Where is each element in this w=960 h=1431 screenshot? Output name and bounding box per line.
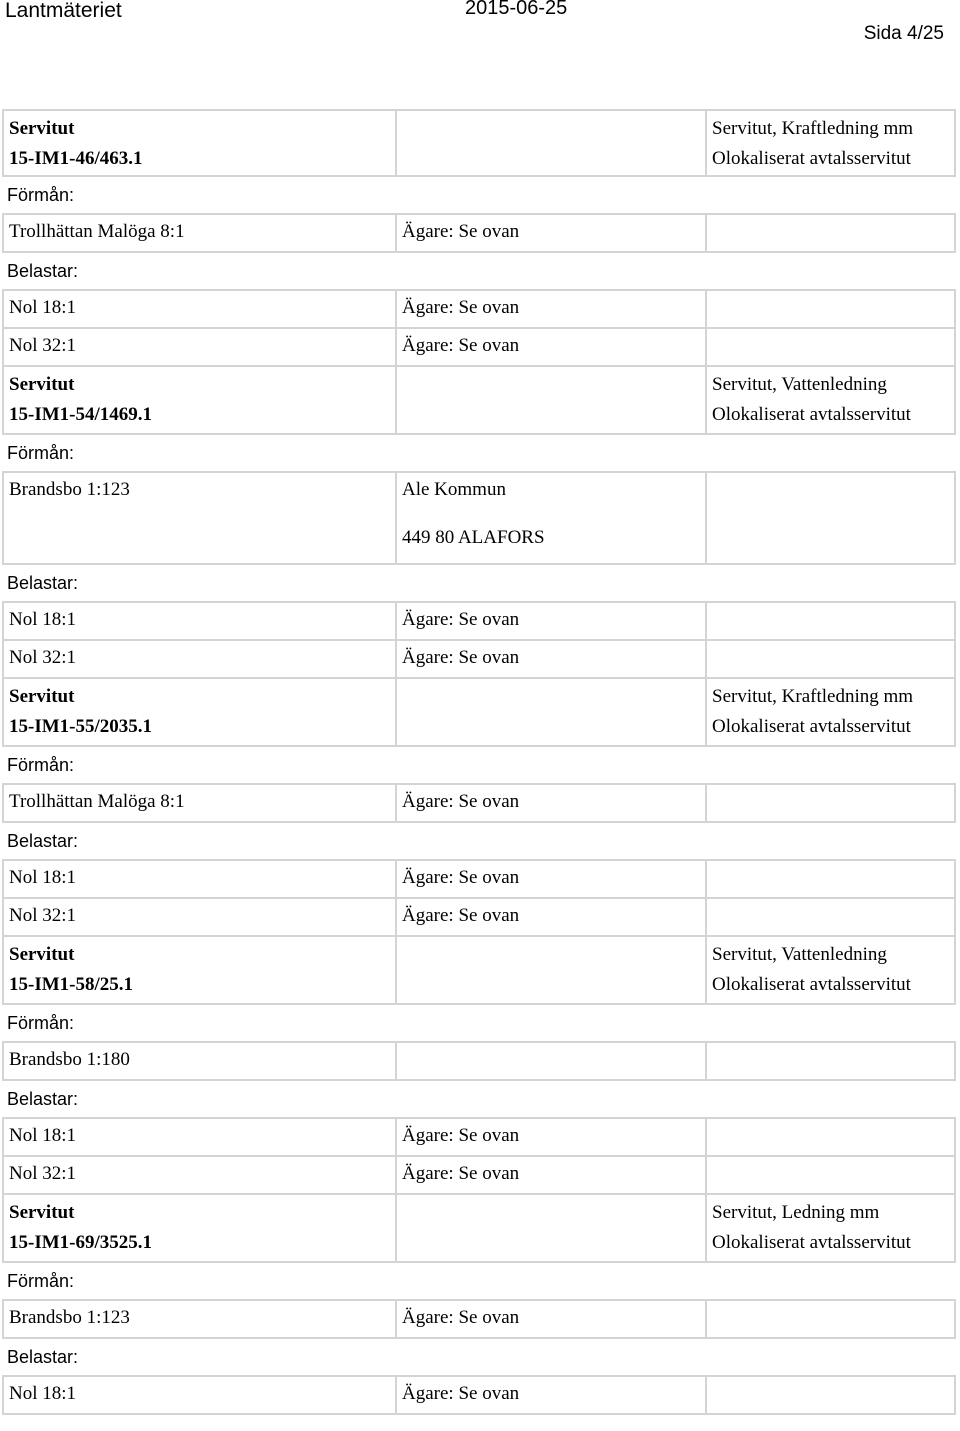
burdened-label-row-text: Belastar: xyxy=(7,831,79,851)
type-cell xyxy=(705,861,956,897)
servitude-kind: Olokaliserat avtalsservitut xyxy=(712,404,911,425)
servitude-kind: Olokaliserat avtalsservitut xyxy=(712,1232,911,1253)
owner-text: Ägare: Se ovan xyxy=(402,221,520,242)
owner-address: 449 80 ALAFORS xyxy=(402,527,545,548)
benefit-label-row xyxy=(2,1263,956,1301)
servitude-heading: Servitut xyxy=(9,374,75,395)
property-cell xyxy=(2,679,393,745)
burdened-row xyxy=(2,899,956,937)
owner-text: Ägare: Se ovan xyxy=(402,1163,520,1184)
property-name: Brandsbo 1:123 xyxy=(9,479,130,500)
burdened-label-row xyxy=(2,253,956,291)
owner-cell xyxy=(395,111,703,175)
burdened-row xyxy=(2,641,956,679)
burdened-row xyxy=(2,291,956,329)
benefit-label-row-text: Förmån: xyxy=(7,1013,75,1033)
owner-text: Ägare: Se ovan xyxy=(402,905,520,926)
servitude-id: 15-IM1-54/1469.1 xyxy=(9,404,153,425)
owner-text: Ägare: Se ovan xyxy=(402,1307,520,1328)
benefit-label-row xyxy=(2,1005,956,1043)
owner-cell xyxy=(395,329,703,365)
benefit-label-row-text: Förmån: xyxy=(7,1271,75,1291)
servitude-title-row xyxy=(2,937,956,1005)
report-date: 2015-06-25 xyxy=(465,0,568,19)
owner-text: Ägare: Se ovan xyxy=(402,335,520,356)
type-cell xyxy=(705,1301,956,1337)
owner-cell xyxy=(395,641,703,677)
property-cell xyxy=(2,473,393,563)
owner-cell xyxy=(395,291,703,327)
type-cell xyxy=(705,291,956,327)
type-cell xyxy=(705,937,956,1003)
benefit-row xyxy=(2,215,956,253)
type-cell xyxy=(705,899,956,935)
servitude-kind: Olokaliserat avtalsservitut xyxy=(712,716,911,737)
property-name: Nol 18:1 xyxy=(9,1383,77,1404)
type-cell xyxy=(705,785,956,821)
page-number: Sida 4/25 xyxy=(863,23,944,44)
property-cell xyxy=(2,1301,393,1337)
property-cell xyxy=(2,111,393,175)
property-cell xyxy=(2,329,393,365)
servitude-type: Servitut, Ledning mm xyxy=(712,1202,880,1223)
benefit-label-row-text: Förmån: xyxy=(7,185,75,205)
owner-cell xyxy=(395,679,703,745)
owner-cell xyxy=(395,1043,703,1079)
type-cell xyxy=(705,1119,956,1155)
property-cell xyxy=(2,367,393,433)
burdened-row xyxy=(2,329,956,367)
property-cell xyxy=(2,937,393,1003)
servitude-heading: Servitut xyxy=(9,686,75,707)
property-cell xyxy=(2,1195,393,1261)
owner-cell xyxy=(395,473,703,563)
burdened-row xyxy=(2,603,956,641)
servitude-type: Servitut, Kraftledning mm xyxy=(712,118,914,139)
burdened-label-row xyxy=(2,1081,956,1119)
property-name: Nol 32:1 xyxy=(9,647,77,668)
type-cell xyxy=(705,641,956,677)
type-cell xyxy=(705,329,956,365)
org-name: Lantmäteriet xyxy=(5,0,122,22)
property-name: Trollhättan Malöga 8:1 xyxy=(9,791,185,812)
benefit-row xyxy=(2,1043,956,1081)
type-cell xyxy=(705,1377,956,1413)
servitude-title-row xyxy=(2,1195,956,1263)
burdened-label-row xyxy=(2,1339,956,1377)
owner-cell xyxy=(395,1301,703,1337)
servitude-kind: Olokaliserat avtalsservitut xyxy=(712,974,911,995)
property-cell xyxy=(2,1157,393,1193)
owner-cell xyxy=(395,937,703,1003)
owner-text: Ägare: Se ovan xyxy=(402,647,520,668)
servitude-id: 15-IM1-55/2035.1 xyxy=(9,716,153,737)
burdened-row xyxy=(2,1119,956,1157)
benefit-row xyxy=(2,1301,956,1339)
owner-text: Ägare: Se ovan xyxy=(402,297,520,318)
property-name: Trollhättan Malöga 8:1 xyxy=(9,221,185,242)
property-name: Brandsbo 1:123 xyxy=(9,1307,130,1328)
type-cell xyxy=(705,1157,956,1193)
owner-cell xyxy=(395,1377,703,1413)
property-cell xyxy=(2,1119,393,1155)
servitude-title-row xyxy=(2,109,956,177)
servitude-type: Servitut, Vattenledning xyxy=(712,374,887,395)
benefit-row xyxy=(2,473,956,565)
owner-text: Ägare: Se ovan xyxy=(402,1125,520,1146)
servitude-heading: Servitut xyxy=(9,118,75,139)
servitude-register xyxy=(2,109,956,1415)
owner-text: Ägare: Se ovan xyxy=(402,867,520,888)
type-cell xyxy=(705,367,956,433)
property-cell xyxy=(2,1377,393,1413)
burdened-label-row-text: Belastar: xyxy=(7,261,79,281)
owner-cell xyxy=(395,603,703,639)
burdened-label-row-text: Belastar: xyxy=(7,1347,79,1367)
owner-text: Ale Kommun xyxy=(402,479,506,500)
servitude-id: 15-IM1-69/3525.1 xyxy=(9,1232,153,1253)
servitude-heading: Servitut xyxy=(9,944,75,965)
servitude-title-row xyxy=(2,367,956,435)
property-name: Nol 18:1 xyxy=(9,867,77,888)
servitude-type: Servitut, Vattenledning xyxy=(712,944,887,965)
servitude-type: Servitut, Kraftledning mm xyxy=(712,686,914,707)
property-cell xyxy=(2,785,393,821)
property-name: Nol 32:1 xyxy=(9,1163,77,1184)
burdened-label-row-text: Belastar: xyxy=(7,1089,79,1109)
property-name: Nol 18:1 xyxy=(9,609,77,630)
burdened-row xyxy=(2,1377,956,1415)
property-cell xyxy=(2,899,393,935)
owner-cell xyxy=(395,1157,703,1193)
benefit-label-row xyxy=(2,177,956,215)
property-cell xyxy=(2,1043,393,1079)
servitude-kind: Olokaliserat avtalsservitut xyxy=(712,148,911,169)
property-name: Brandsbo 1:180 xyxy=(9,1049,130,1070)
benefit-label-row xyxy=(2,435,956,473)
benefit-row xyxy=(2,785,956,823)
benefit-label-row-text: Förmån: xyxy=(7,443,75,463)
owner-cell xyxy=(395,1119,703,1155)
type-cell xyxy=(705,1195,956,1261)
type-cell xyxy=(705,1043,956,1079)
benefit-label-row xyxy=(2,747,956,785)
type-cell xyxy=(705,111,956,175)
type-cell xyxy=(705,215,956,251)
type-cell xyxy=(705,603,956,639)
burdened-row xyxy=(2,1157,956,1195)
owner-text: Ägare: Se ovan xyxy=(402,609,520,630)
servitude-heading: Servitut xyxy=(9,1202,75,1223)
property-cell xyxy=(2,291,393,327)
owner-text: Ägare: Se ovan xyxy=(402,791,520,812)
property-name: Nol 32:1 xyxy=(9,335,77,356)
burdened-label-row xyxy=(2,565,956,603)
property-cell xyxy=(2,641,393,677)
property-name: Nol 18:1 xyxy=(9,297,77,318)
servitude-title-row xyxy=(2,679,956,747)
type-cell xyxy=(705,679,956,745)
burdened-label-row xyxy=(2,823,956,861)
owner-cell xyxy=(395,899,703,935)
burdened-row xyxy=(2,861,956,899)
owner-cell xyxy=(395,215,703,251)
property-name: Nol 18:1 xyxy=(9,1125,77,1146)
type-cell xyxy=(705,473,956,563)
owner-cell xyxy=(395,785,703,821)
property-cell xyxy=(2,215,393,251)
property-name: Nol 32:1 xyxy=(9,905,77,926)
owner-cell xyxy=(395,367,703,433)
owner-cell xyxy=(395,861,703,897)
property-cell xyxy=(2,603,393,639)
burdened-label-row-text: Belastar: xyxy=(7,573,79,593)
servitude-id: 15-IM1-46/463.1 xyxy=(9,148,143,169)
benefit-label-row-text: Förmån: xyxy=(7,755,75,775)
servitude-id: 15-IM1-58/25.1 xyxy=(9,974,134,995)
owner-text: Ägare: Se ovan xyxy=(402,1383,520,1404)
owner-cell xyxy=(395,1195,703,1261)
property-cell xyxy=(2,861,393,897)
